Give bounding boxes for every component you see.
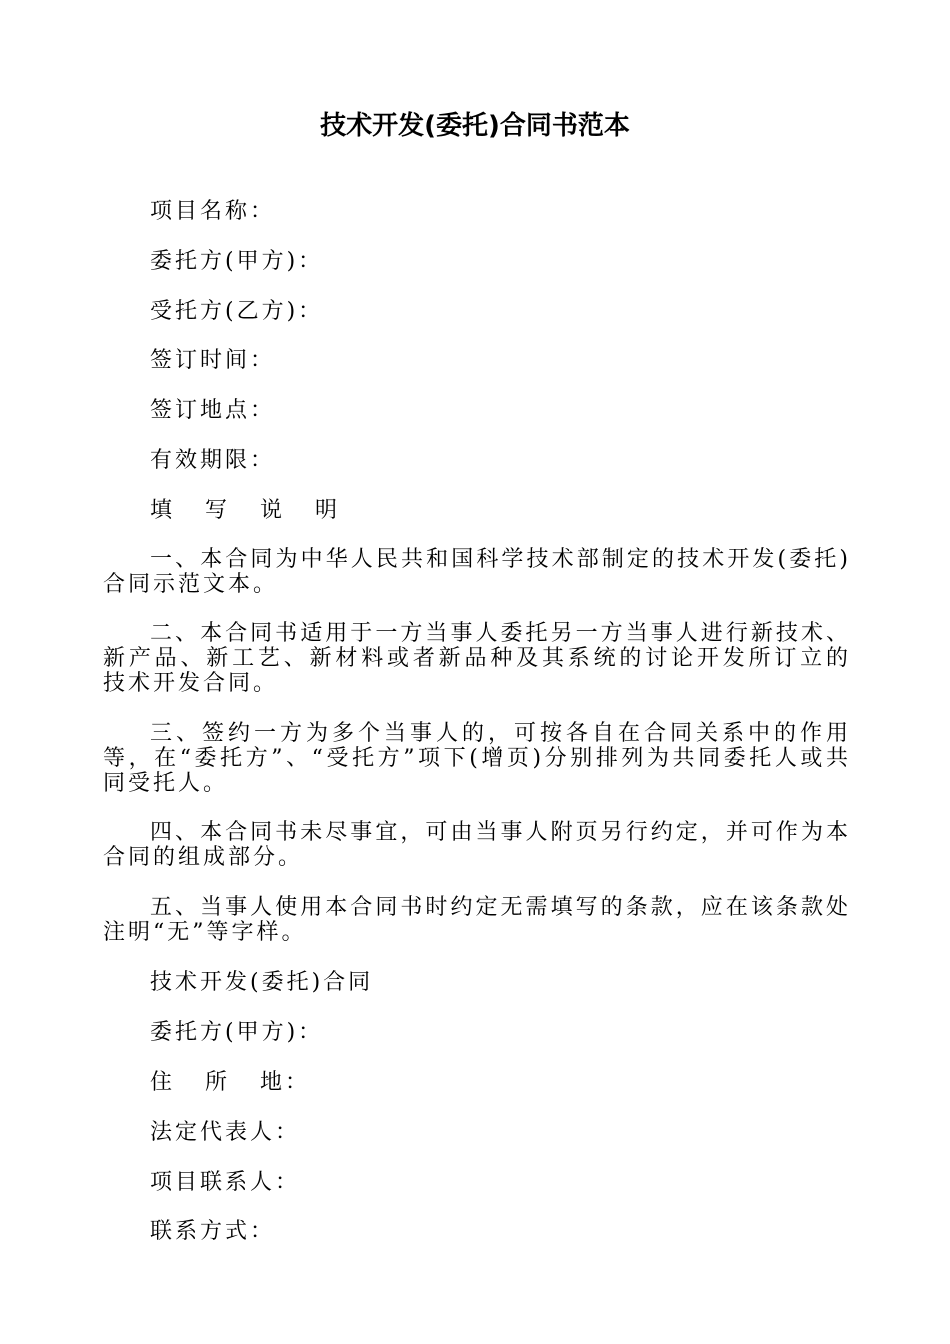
- instructions-heading: [150, 497, 340, 525]
- field-project-name: 项目名称：: [150, 199, 276, 224]
- instructions-heading-char: 说: [260, 498, 286, 523]
- address-label-char: 地：: [260, 1070, 311, 1095]
- document-title: 技术开发(委托)合同书范本: [320, 111, 630, 141]
- instructions-heading-char: 明: [315, 498, 341, 523]
- instruction-5: 五、当事人使用本合同书时约定无需填写的条款，应在该条款处注明“无”等字样。: [103, 895, 851, 945]
- party-address-field: [150, 1069, 310, 1097]
- field-validity-period: 有效期限：: [150, 448, 276, 473]
- field-signing-time: 签订时间：: [150, 348, 276, 373]
- party-project-contact-field: 项目联系人：: [150, 1170, 301, 1195]
- party-client-field: 委托方(甲方)：: [150, 1020, 324, 1045]
- party-legal-rep-field: 法定代表人：: [150, 1120, 301, 1145]
- address-label-char: 住: [150, 1070, 176, 1095]
- instruction-4: 四、本合同书未尽事宜，可由当事人附页另行约定，并可作为本合同的组成部分。: [103, 820, 851, 870]
- instruction-3: 三、签约一方为多个当事人的，可按各自在合同关系中的作用等，在“委托方”、“受托方”项下(增页)分别排列为共同委托人或共同受托人。: [103, 721, 851, 796]
- address-label-char: 所: [205, 1070, 231, 1095]
- contract-heading: 技术开发(委托)合同: [150, 970, 374, 995]
- instructions-heading-char: 写: [205, 498, 231, 523]
- field-client-party: 委托方(甲方)：: [150, 249, 324, 274]
- instructions-heading-char: 填: [150, 498, 176, 523]
- field-contractor-party: 受托方(乙方)：: [150, 299, 324, 324]
- field-signing-place: 签订地点：: [150, 398, 276, 423]
- instruction-2: 二、本合同书适用于一方当事人委托另一方当事人进行新技术、新产品、新工艺、新材料或者新品种及其系统的讨论开发所订立的技术开发合同。: [103, 621, 851, 696]
- party-contact-method-field: 联系方式：: [150, 1219, 276, 1244]
- instruction-1: 一、本合同为中华人民共和国科学技术部制定的技术开发(委托)合同示范文本。: [103, 547, 851, 597]
